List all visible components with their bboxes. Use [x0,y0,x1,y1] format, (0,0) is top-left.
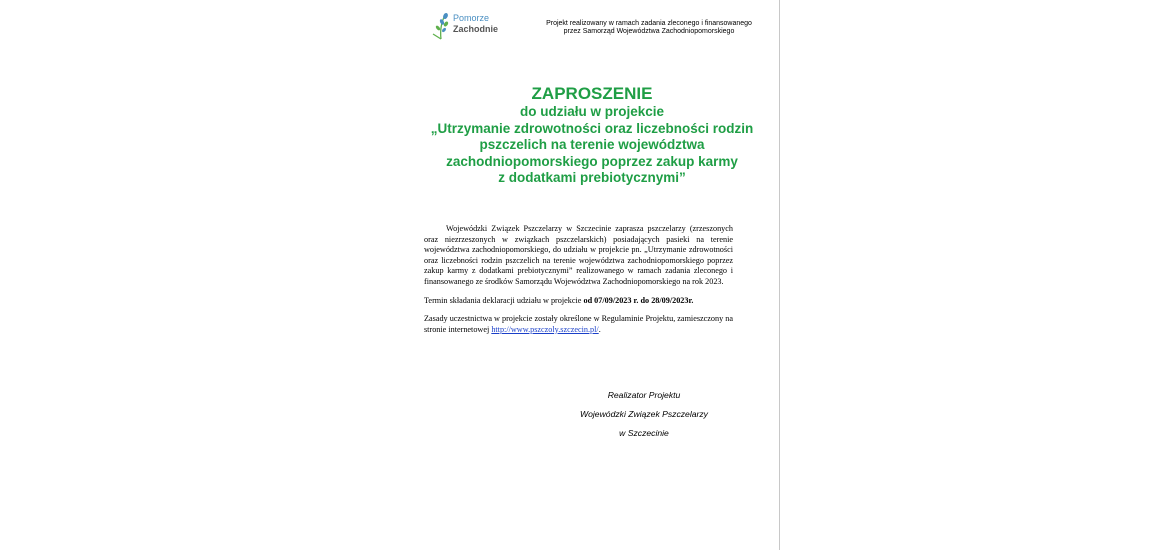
header-note-line-2: przez Samorząd Województwa Zachodniopomorskiego [563,28,735,35]
logo-line-1: Pomorze [453,13,490,23]
title-line-4: zachodniopomorskiego poprzez zakup karmy [446,153,738,169]
rules-suffix: . [598,324,601,334]
pomorze-zachodnie-logo-icon [431,12,451,40]
logo-text [453,13,498,35]
body-deadline-paragraph [424,296,733,307]
title-line-3: pszczelich na terenie województwa [479,137,705,152]
body-paragraph-1: Wojewódzki Związek Pszczelarzy w Szczecinie zaprasza pszczelarzy (zrzeszonych oraz niezrzeszonych w związkach pszczelarskich) posiadających pasieki na terenie województwa zachodniopomorskiego, do udziału w projekcie pn. „Utrzymanie zdrowotności oraz liczebności rodzin pszczelich na terenie województwa zachodniopomorskiego poprzez zakup karmy z dodatkami prebiotycznymi” realizowanego w ramach zadania zleconego i finansowanego ze środków Samorządu Województwa Zachodniopomorskiego na rok 2023. [424,224,733,286]
signature-block [544,386,744,443]
deadline-dates: od 07/09/2023 r. do 28/09/2023r. [583,295,694,305]
logo-line-2: Zachodnie [453,24,499,34]
header-project-note [520,20,778,36]
invitation-title [372,84,812,187]
title-line-2: „Utrzymanie zdrowotności oraz liczebności rodzin [430,120,754,136]
title-main: ZAPROSZENIE [531,84,653,103]
title-line-5: z dodatkami prebiotycznymi” [498,170,686,185]
deadline-prefix: Termin składania deklaracji udziału w projekcie [424,295,584,305]
website-link[interactable]: http://www.pszczoly.szczecin.pl/ [491,324,599,334]
signature-line-3: w Szczecinie [619,428,669,438]
invitation-body [424,224,733,343]
pomorze-zachodnie-logo [431,12,501,40]
signature-line-2: Wojewódzki Związek Pszczelarzy [580,409,708,419]
header-note-line-1: Projekt realizowany w ramach zadania zleconego i finansowanego [546,20,752,27]
body-rules-paragraph [424,314,733,335]
title-line-1: do udziału w projekcie [519,104,665,119]
signature-line-1: Realizator Projektu [607,390,681,400]
rules-text: Zasady uczestnictwa w projekcie zostały określone w Regulaminie Projektu, zamieszczony na stronie internetowej [424,314,733,334]
